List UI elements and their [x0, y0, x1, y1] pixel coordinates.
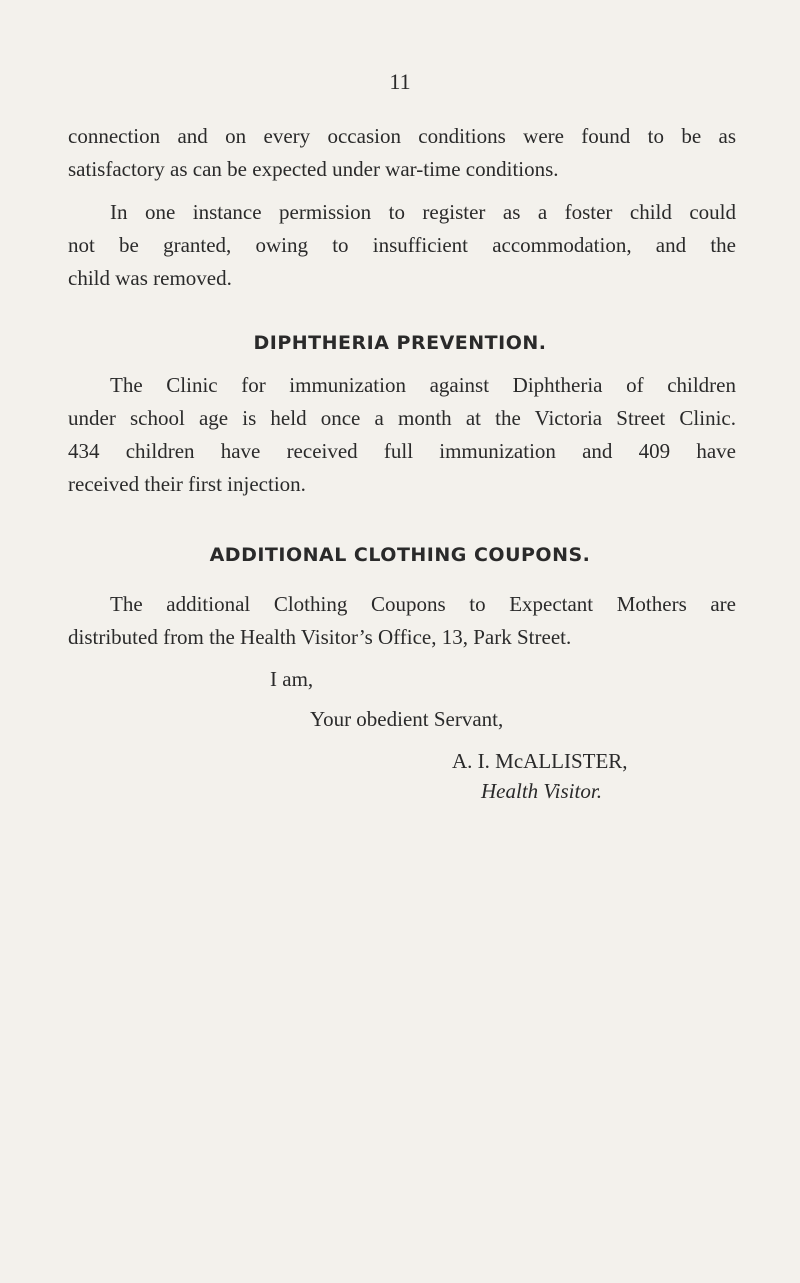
text-line: The additional Clothing Coupons to Expectant Mothers are — [110, 592, 736, 616]
text-line: not be granted, owing to insufficient accommodation, and the — [68, 233, 736, 257]
clothing-paragraph — [68, 588, 736, 654]
text-line: distributed from the Health Visitor’s Office, 13, Park Street. — [68, 625, 572, 649]
text-line: under school age is held once a month at the Victoria Street Clinic. — [68, 406, 736, 430]
text-line: connection and on every occasion conditions were found to be as — [68, 124, 736, 148]
text-line: 434 children have received full immunization and 409 have — [68, 439, 736, 463]
signatory-name: A. I. McALLISTER, — [452, 749, 628, 773]
diphtheria-heading: DIPHTHERIA PREVENTION. — [253, 332, 547, 354]
complimentary-close: Your obedient Servant, — [310, 707, 504, 731]
text-line: The Clinic for immunization against Diphtheria of children — [110, 373, 736, 397]
page-number: 11 — [389, 69, 411, 94]
text-line: received their first injection. — [68, 472, 306, 496]
foster-paragraph — [68, 196, 736, 295]
diphtheria-paragraph — [68, 369, 736, 501]
clothing-heading: ADDITIONAL CLOTHING COUPONS. — [209, 544, 591, 566]
text-line: In one instance permission to register as a foster child could — [110, 200, 736, 224]
salutation: I am, — [270, 667, 314, 691]
text-line: child was removed. — [68, 266, 232, 290]
intro-paragraph — [68, 120, 736, 186]
signatory-title: Health Visitor. — [481, 779, 602, 803]
text-line: satisfactory as can be expected under war-time conditions. — [68, 157, 559, 181]
